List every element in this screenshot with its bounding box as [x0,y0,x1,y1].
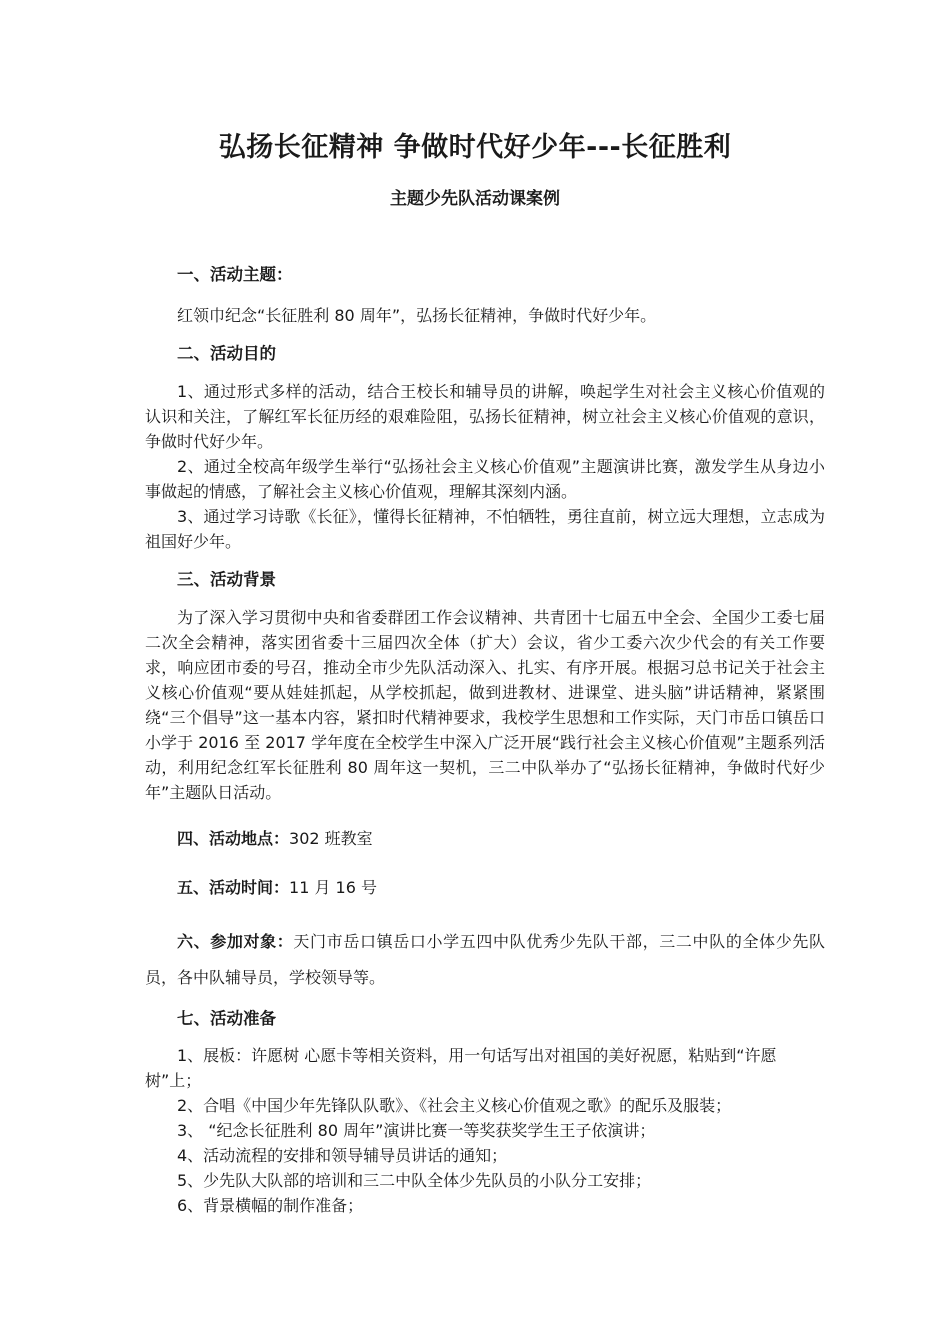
document-body [145,258,825,1218]
time-value: 11 月 16 号 [289,878,377,897]
location-value: 302 班教室 [289,829,373,848]
section-heading-purpose: 二、活动目的 [177,344,276,363]
purpose-paragraph-3: 3、通过学习诗歌《长征》，懂得长征精神，不怕牺牲，勇往直前，树立远大理想，立志成为祖国好少年。 [145,507,825,551]
participants-value: 天门市岳口镇岳口小学五四中队优秀少先队干部，三二中队的全体少先队员，各中队辅导员，学校领导等。 [145,932,825,987]
preparation-item: 5、少先队大队部的培训和三二中队全体少先队员的小队分工安排； [177,1171,652,1190]
preparation-item: 4、活动流程的安排和领导辅导员讲话的通知； [177,1146,508,1165]
preparation-list [145,1043,825,1218]
preparation-item: 2、合唱《中国少年先锋队队歌》、《社会主义核心价值观之歌》的配乐及服装； [177,1096,732,1115]
section-text-theme: 红领巾纪念“长征胜利 80 周年”，弘扬长征精神，争做时代好少年。 [177,306,657,325]
background-paragraph: 为了深入学习贯彻中央和省委群团工作会议精神、共青团十七届五中全会、全国少工委七届二次全会精神，落实团省委十三届四次全体（扩大）会议，省少工委六次少代会的有关工作要求，响应团市委的号召，推动全市少先队活动深入、扎实、有序开展。根据习总书记关于社会主义核心价值观“要从娃娃抓起，从学校抓起，做到进教材、进课堂、进头脑”讲话精神，紧紧围绕“三个倡导”这一基本内容，紧扣时代精神要求，我校学生思想和工作实际，天门市岳口镇岳口小学于 2016 至 2017 学年度在全校学生中深入广泛开展“践行社会主义核心价值观”主题系列活动，利用纪念红军长征胜利 80 周年这一契机，三二中队举办了“弘扬长征精神，争做时代好少年”主题队日活动。 [145,608,825,802]
section-location [145,826,825,851]
document-title: 弘扬长征精神 争做时代好少年---长征胜利 [218,132,732,163]
section-heading-theme: 一、活动主题： [177,265,293,284]
purpose-paragraph-1: 1、通过形式多样的活动，结合王校长和辅导员的讲解，唤起学生对社会主义核心价值观的认识和关注，了解红军长征历经的艰难险阻，弘扬长征精神，树立社会主义核心价值观的意识，争做时代好少年。 [145,382,825,451]
preparation-item: 6、背景横幅的制作准备； [177,1196,364,1215]
section-heading-time: 五、活动时间： [177,878,290,897]
preparation-item: 1、展板：许愿树 心愿卡等相关资料，用一句话写出对祖国的美好祝愿，粘贴到“许愿树”上； [145,1046,777,1090]
section-heading-preparation: 七、活动准备 [177,1009,276,1028]
section-participants [145,924,825,996]
section-heading-participants: 六、参加对象： [177,932,294,951]
purpose-paragraph-2: 2、通过全校高年级学生举行“弘扬社会主义核心价值观”主题演讲比赛，激发学生从身边小事做起的情感，了解社会主义核心价值观，理解其深刻内涵。 [145,457,825,501]
document-subtitle: 主题少先队活动课案例 [390,189,560,209]
section-heading-background: 三、活动背景 [177,570,276,589]
section-time [145,875,825,900]
section-heading-location: 四、活动地点： [177,829,290,848]
preparation-item: 3、 “纪念长征胜利 80 周年”演讲比赛一等奖获奖学生王子依演讲； [177,1121,656,1140]
